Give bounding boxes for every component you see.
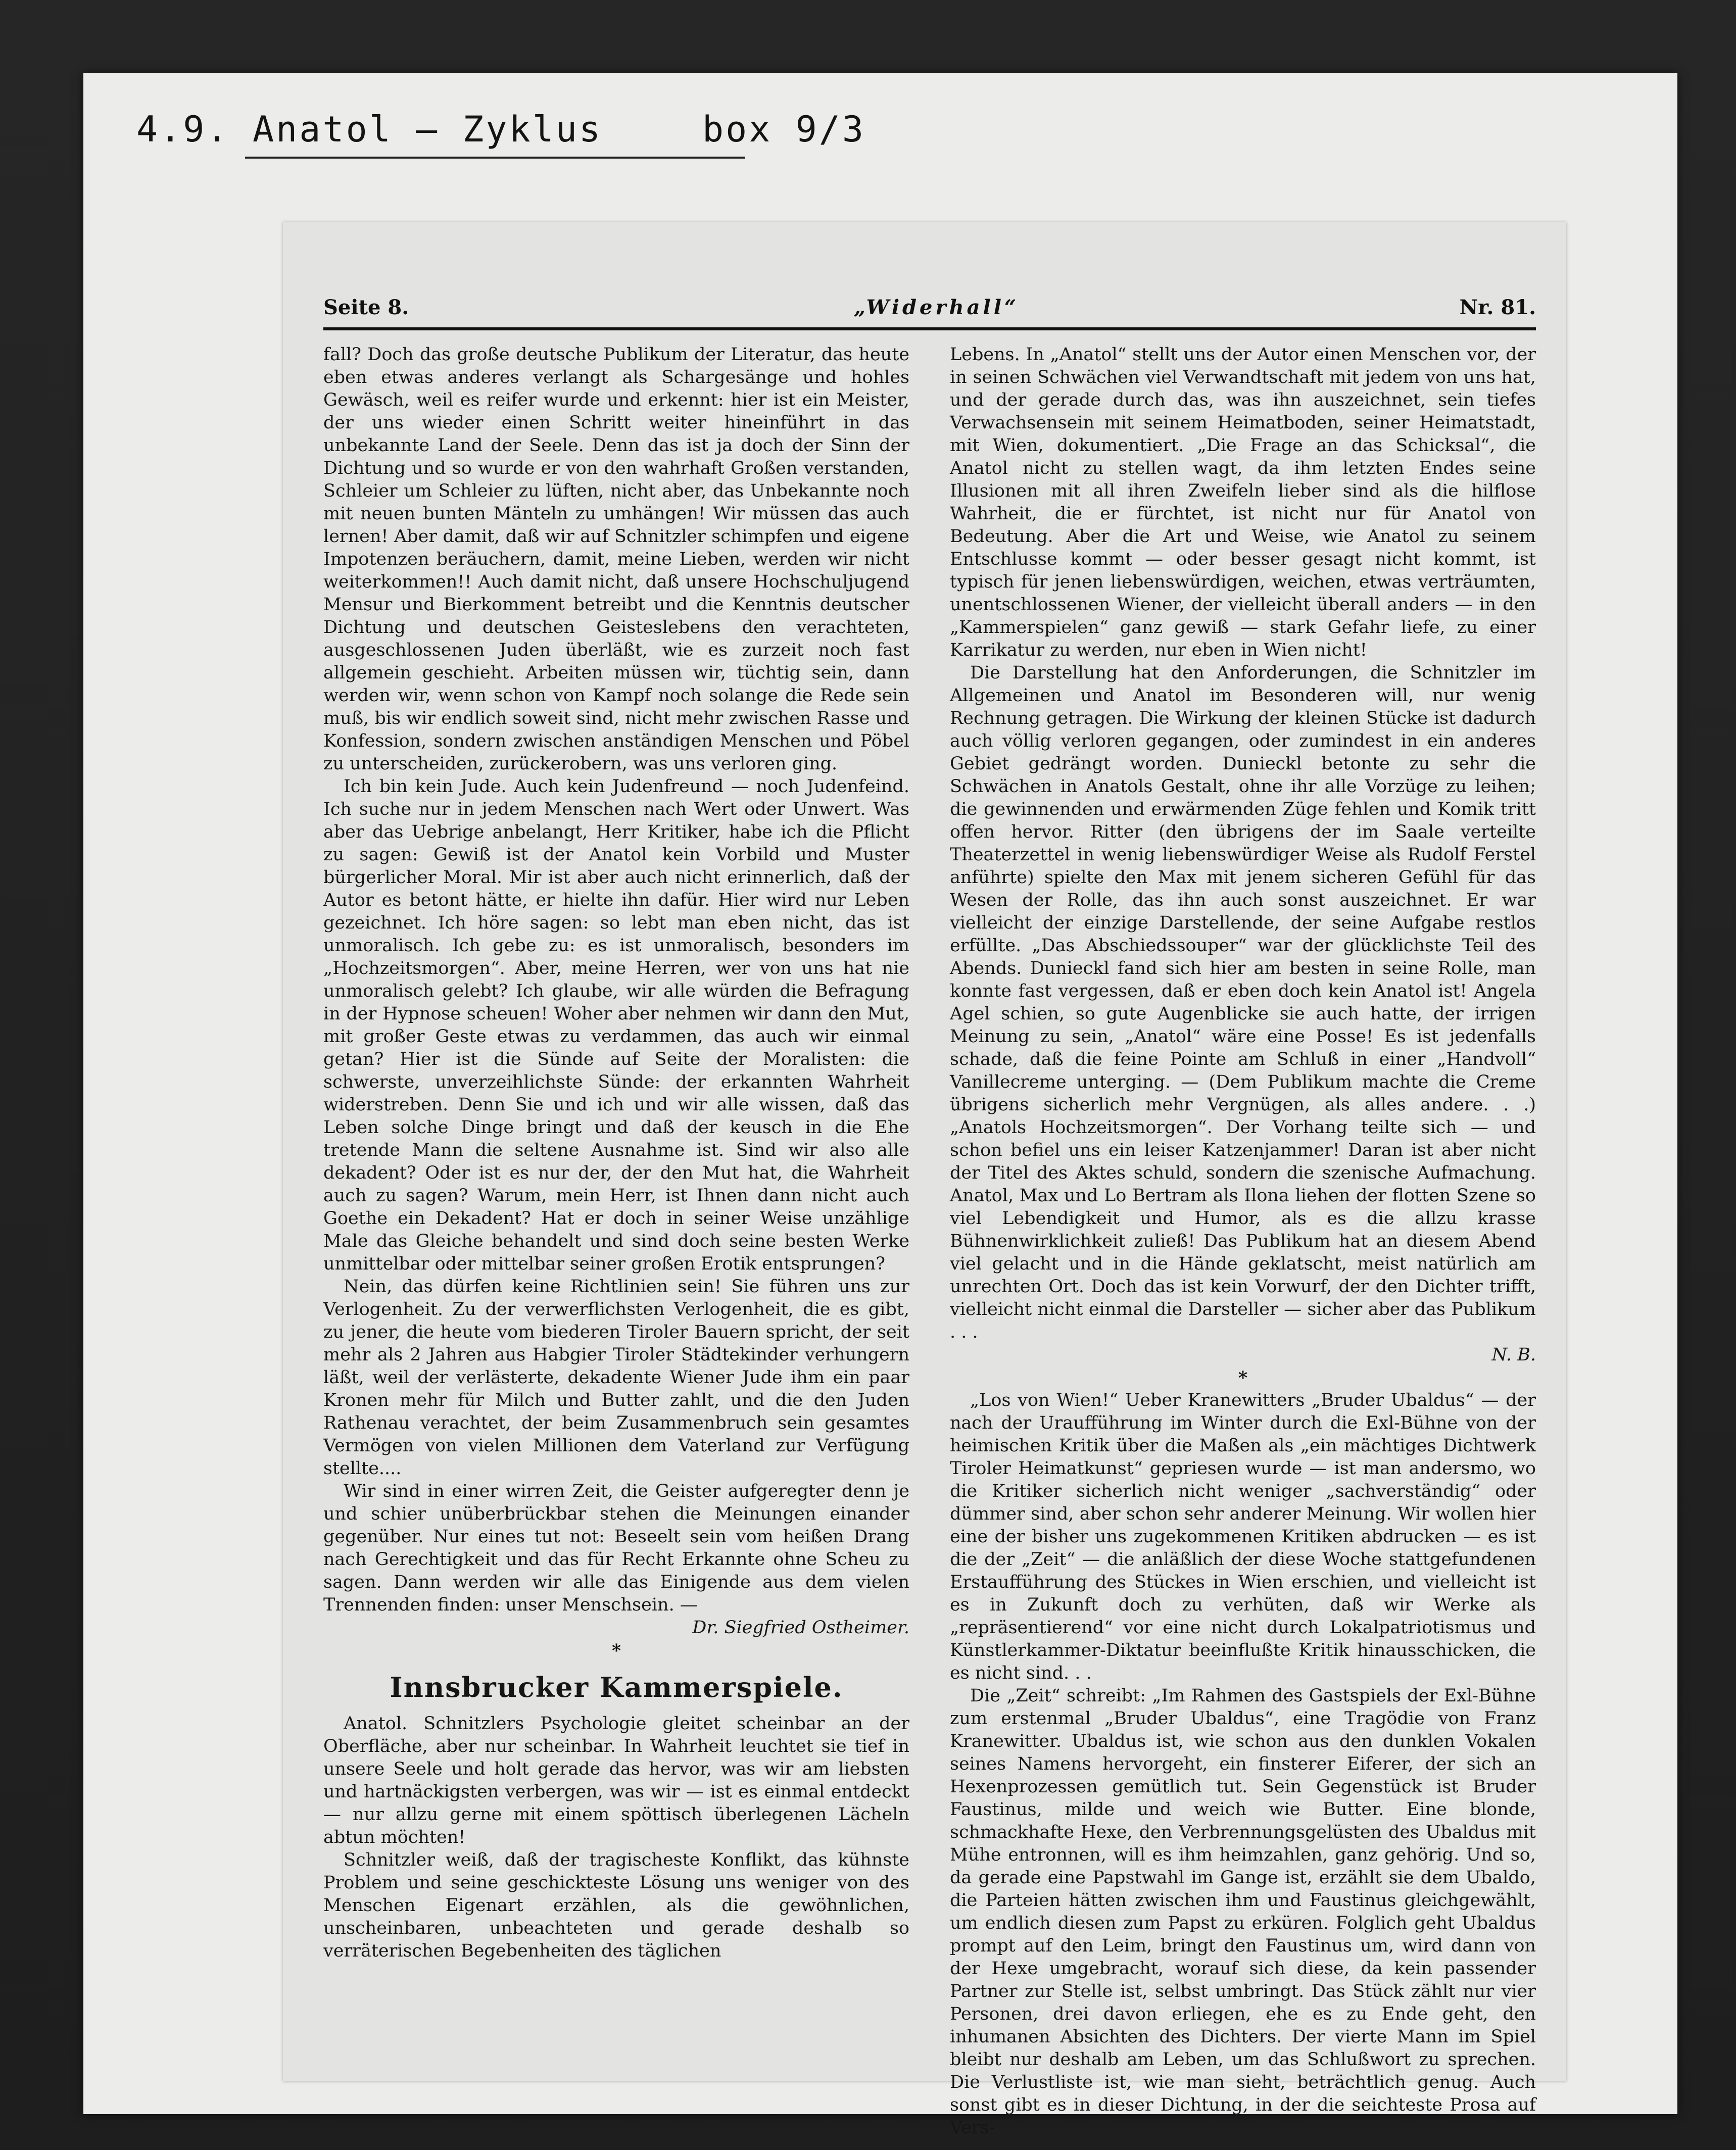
article-paragraph: Schnitzler weiß, daß der tragischeste Konflikt, das kühnste Problem und seine geschickteste Lösung uns weniger von des Menschen Eigenart erzählen, als die gewöhnlichen, unscheinbaren, unbeachteten und gerade deshalb so verräterischen Begebenheiten des täglichen [323, 1850, 909, 1961]
archive-title: Anatol – Zyklus [253, 109, 603, 150]
section-heading: Innsbrucker Kammerspiele. [390, 1671, 843, 1703]
newspaper-header [323, 296, 1536, 331]
issue-number: Nr. 81. [1459, 296, 1536, 319]
article-paragraph: Lebens. In „Anatol“ stellt uns der Autor einen Menschen vor, der in seinen Schwächen viel Verwandtschaft mit jedem von uns hat, und der gerade durch das, was ihn auszeichnet, sein tiefes Verwachsensein mit seinem Heimatboden, seiner Heimatstadt, mit Wien, dokumentiert. „Die Frage an das Schicksal“, die Anatol nicht zu stellen wagt, da ihm letzten Endes seine Illusionen mit all ihren Zweifeln lieber sind als die hilflose Wahrheit, die er fürchtet, ist nicht nur für Anatol von Bedeutung. Aber die Art und Weise, wie Anatol zu seinem Entschlusse kommt — oder besser gesagt nicht kommt, ist typisch für jenen liebenswürdigen, weichen, etwas verträumten, unentschlossenen Wiener, der vielleicht überall anders — in den „Kammerspielen“ ganz gewiß — stark Gefahr liefe, zu einer Karrikatur zu werden, nur eben in Wien nicht! [950, 345, 1536, 660]
archive-signature: 4.9. [136, 109, 230, 150]
newspaper-title: „Widerhall“ [854, 296, 1019, 319]
article-paragraph: Wir sind in einer wirren Zeit, die Geister aufgeregter denn je und schier unüberbrückbar stehen die Meinungen einander gegenüber. Nur eines tut not: Beseelt sein vom heißen Drang nach Gerechtigkeit und das für Recht Erkannte ohne Scheu zu sagen. Dann werden wir alle das Einigende aus dem vielen Trennenden finden: unser Menschsein. — [323, 1481, 909, 1615]
section-separator: * [611, 1640, 621, 1661]
archive-box: box 9/3 [702, 109, 866, 150]
review-initials: N. B. [1491, 1345, 1536, 1365]
right-column [950, 344, 1536, 2138]
article-paragraph: fall? Doch das große deutsche Publikum der Literatur, das heute eben etwas anderes verlangt als Schargesänge und hohles Gewäsch, weil es reifer wurde und erkennt: hier ist ein Meister, der uns wieder einen Schritt weiter hineinführt in das unbekannte Land der Seele. Denn das ist ja doch der Sinn der Dichtung und so wurde er von den wahrhaft Großen verstanden, Schleier um Schleier zu lüften, nicht aber, das Unbekannte noch mit neuen bunten Mänteln zu umhängen! Wir müssen das auch lernen! Aber damit, daß wir auf Schnitzler schimpfen und eigene Impotenzen beräuchern, damit, meine Lieben, werden wir nicht weiterkommen!! Auch damit nicht, daß unsere Hochschuljugend Mensur und Bierkomment betreibt und die Kenntnis deutscher Dichtung und deutschen Geisteslebens den verachteten, ausgeschlossenen Juden überläßt, wie es zurzeit noch fast allgemein geschieht. Arbeiten müssen wir, tüchtig sein, dann werden wir, wenn schon von Kampf noch solange die Rede sein muß, bis wir endlich soweit sind, nicht mehr zwischen Rasse und Konfession, sondern zwischen anständigen Menschen und Pöbel zu unterscheiden, zurückerobern, was uns verloren ging. [323, 345, 909, 774]
article-paragraph: Anatol. Schnitzlers Psychologie gleitet scheinbar an der Oberfläche, aber nur scheinbar. In Wahrheit leuchtet sie tief in unsere Seele und holt gerade das hervor, was wir am liebsten und hartnäckigsten verbergen, was wir — ist es einmal entdeckt — nur allzu gerne mit einem spöttisch überlegenen Lächeln abtun möchten! [323, 1714, 909, 1847]
article-paragraph: Die „Zeit“ schreibt: „Im Rahmen des Gastspiels der Exl-Bühne zum erstenmal „Bruder Ubaldus“, eine Tragödie von Franz Kranewitter. Ubaldus ist, wie schon aus den dunklen Vokalen seines Namens hervorgeht, ein finsterer Eiferer, der sich an Hexenprozessen gemütlich tut. Sein Gegenstück ist Bruder Faustinus, milde und weich wie Butter. Eine blonde, schmackhafte Hexe, den Verbrennungsgelüsten des Ubaldus mit Mühe entronnen, will es ihm heimzahlen, ganz gehörig. Und so, da gerade eine Papstwahl im Gange ist, erzählt sie dem Ubaldo, die Parteien hätten zwischen ihm und Faustinus gleichgewählt, um endlich diesen zum Papst zu erküren. Folglich geht Ubaldus prompt auf den Leim, bringt den Faustinus um, wird dann von der Hexe umgebracht, worauf sich diese, da kein passender Partner zur Stelle ist, selbst umbringt. Das Stück zählt nur vier Personen, drei davon erliegen, ehe es zu Ende geht, den inhumanen Absichten des Dichters. Der vierte Mann im Spiel bleibt nur deshalb am Leben, um das Schlußwort zu sprechen. Die Verlustliste ist, wie man sieht, beträchtlich genug. Auch sonst gibt es in dieser Dichtung, in der die seichteste Prosa auf Vers- [950, 1686, 1536, 2138]
left-column [323, 344, 909, 2061]
article-paragraph: Ich bin kein Jude. Auch kein Judenfreund — noch Judenfeind. Ich suche nur in jedem Menschen nach Wert oder Unwert. Was aber das Uebrige anbelangt, Herr Kritiker, habe ich die Pflicht zu sagen: Gewiß ist der Anatol kein Vorbild und Muster bürgerlicher Moral. Mir ist aber auch nicht erinnerlich, daß der Autor es betont hätte, er hielte ihn dafür. Hier wird nur Leben gezeichnet. Ich höre sagen: so lebt man eben nicht, das ist unmoralisch. Ich gebe zu: es ist unmoralisch, besonders im „Hochzeitsmorgen“. Aber, meine Herren, wer von uns hat nie unmoralisch gelebt? Ich glaube, wir alle würden die Befragung in der Hypnose scheuen! Woher aber nehmen wir dann den Mut, mit großer Geste etwas zu verdammen, das auch wir einmal getan? Hier ist die Sünde auf Seite der Moralisten: die schwerste, unverzeihlichste Sünde: der erkannten Wahrheit widerstreben. Denn Sie und ich und wir alle wissen, daß das Leben solche Dinge bringt und daß der keusch in die Ehe tretende Mann die seltene Ausnahme ist. Sind wir also alle dekadent? Oder ist es nur der, der den Mut hat, die Wahrheit auch zu sagen? Warum, mein Herr, ist Ihnen dann nicht auch Goethe ein Dekadent? Hat er doch in seiner Weise unzählige Male das Gleiche behandelt und sind doch seine besten Werke unmittelbar oder mittelbar seiner großen Erotik entsprungen? [323, 776, 909, 1274]
archive-label [136, 109, 995, 159]
article-paragraph: Nein, das dürfen keine Richtlinien sein! Sie führen uns zur Verlogenheit. Zu der verwerflichsten Verlogenheit, die es gibt, zu jener, die heute vom biederen Tiroler Bauern spricht, der seit mehr als 2 Jahren aus Habgier Tiroler Städtekinder verhungern läßt, weil der verlästerte, dekadente Wiener Jude ihm ein paar Kronen mehr für Milch und Butter zahlt, und die den Juden Rathenau verachtet, der beim Zusammenbruch sein gesamtes Vermögen von vielen Millionen dem Vaterland zur Verfügung stellte.... [323, 1277, 909, 1479]
author-signature: Dr. Siegfried Ostheimer. [692, 1618, 909, 1638]
header-rule [323, 327, 1536, 330]
section-separator: * [1238, 1367, 1248, 1388]
article-paragraph: Die Darstellung hat den Anforderungen, die Schnitzler im Allgemeinen und Anatol im Besonderen will, nur wenig Rechnung getragen. Die Wirkung der kleinen Stücke ist dadurch auch völlig verloren gegangen, oder zumindest in ein anderes Gebiet gedrängt worden. Dunieckl betonte zu sehr die Schwächen in Anatols Gestalt, ohne ihr alle Vorzüge zu leihen; die gewinnenden und erwärmenden Züge fehlen und Komik tritt offen hervor. Ritter (den übrigens der im Saale verteilte Theaterzettel in wenig liebenswürdiger Weise als Rudolf Ferstel anführte) spielte den Max mit jenem sicheren Gefühl für das Wesen der Rolle, das ihn auch sonst auszeichnet. Er war vielleicht der einzige Darstellende, der seine Aufgabe restlos erfüllte. „Das Abschiedssouper“ war der glücklichste Teil des Abends. Dunieckl fand sich hier am besten in seine Rolle, man konnte fast vergessen, daß er eben doch kein Anatol ist! Angela Agel schien, so gute Augenblicke sie auch hatte, der irrigen Meinung zu sein, „Anatol“ wäre eine Posse! Es ist jedenfalls schade, daß die feine Pointe am Schluß in einer „Handvoll“ Vanillecreme unterging. — (Dem Publikum machte die Creme übrigens sicherlich mehr Vergnügen, als alles andere. . .) „Anatols Hochzeitsmorgen“. Der Vorhang teilte sich — und schon befiel uns ein leiser Katzenjammer! Daran ist aber nicht der Titel des Aktes schuld, sondern die szenische Aufmachung. Anatol, Max und Lo Bertram als Ilona liehen der flotten Szene so viel Lebendigkeit und Humor, als es die allzu krasse Bühnenwirklichkeit zuließ! Das Publikum hat an diesem Abend viel gelacht und in die Hände geklatscht, meist natürlich am unrechten Ort. Doch das ist kein Vorwurf, der den Dichter trifft, vielleicht nicht einmal die Darsteller — sicher aber das Publikum . . . [950, 663, 1536, 1342]
article-paragraph: „Los von Wien!“ Ueber Kranewitters „Bruder Ubaldus“ — der nach der Uraufführung im Winter durch die Exl-Bühne von der heimischen Kritik über die Maßen als „ein mächtiges Dichtwerk Tiroler Heimatkunst“ gepriesen wurde — ist man andersmo, wo die Kritiker sicherlich nicht weniger „sachverständig“ oder dümmer sind, aber schon sehr anderer Meinung. Wir wollen hier eine der bisher uns zugekommenen Kritiken abdrucken — es ist die der „Zeit“ — die anläßlich der diese Woche stattgefundenen Erstaufführung des Stückes in Wien erschien, und vielleicht ist es in Zukunft doch zu verhüten, daß wir Werke als „repräsentierend“ vor eine nicht durch Lokalpatriotismus und Künstlerkammer-Diktatur beeinflußte Kritik hinausschicken, die es nicht sind. . . [950, 1390, 1536, 1683]
archive-title-underline [245, 157, 745, 159]
page-number: Seite 8. [323, 296, 409, 319]
